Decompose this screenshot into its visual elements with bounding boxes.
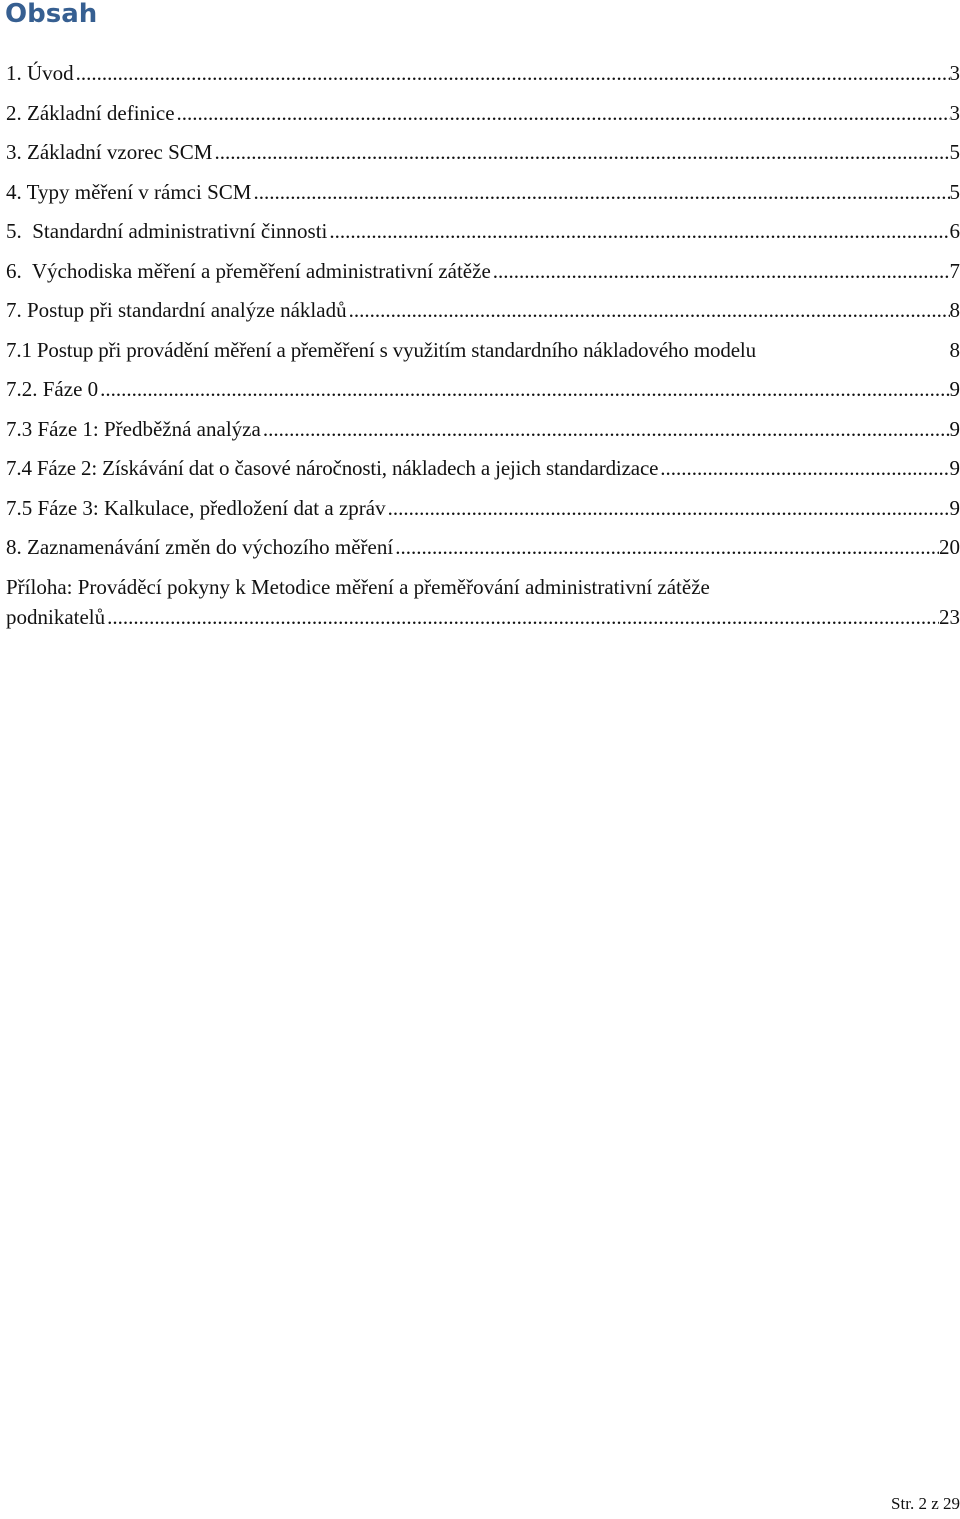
toc-entry-zakladni-vzorec[interactable] [6, 133, 960, 173]
toc-dot-leader [393, 528, 939, 568]
page-number-footer: Str. 2 z 29 [891, 1494, 960, 1513]
toc-entry-page: 3 [949, 61, 960, 85]
toc-entry-page: 23 [939, 604, 960, 629]
toc-dot-leader [251, 173, 949, 213]
toc-entry-label: 7.3 Fáze 1: Předběžná analýza [6, 416, 261, 441]
toc-entry-page: 20 [939, 535, 960, 559]
toc-entry-standardni-cinnosti[interactable] [6, 212, 960, 252]
toc-entry-uvod[interactable] [6, 54, 960, 94]
toc-entry-7-4[interactable] [6, 449, 960, 489]
toc-entry-label: 6. Východiska měření a přeměření administrativní zátěže [6, 258, 491, 283]
toc-entry-page: 6 [949, 219, 960, 243]
toc-entry-label: 7.5 Fáze 3: Kalkulace, předložení dat a zpráv [6, 495, 386, 520]
page-title: Obsah [5, 0, 98, 29]
toc-entry-label-line2: podnikatelů [6, 604, 106, 629]
toc-dot-leader [327, 212, 949, 252]
toc-entry-label: 7.1 Postup při provádění měření a přeměření s využitím standardního nákladového modelu [6, 337, 756, 362]
toc-entry-page: 9 [949, 416, 960, 441]
toc-entry-label: 8. Zaznamenávání změn do výchozího měření [6, 535, 394, 559]
table-of-contents [6, 54, 960, 632]
toc-dot-leader [261, 410, 950, 450]
toc-entry-8[interactable] [6, 528, 960, 568]
toc-dot-leader [175, 94, 950, 134]
toc-dot-leader [212, 133, 949, 173]
toc-entry-page: 8 [949, 298, 960, 322]
toc-entry-page: 9 [949, 456, 960, 480]
toc-entry-page: 9 [949, 377, 960, 401]
toc-entry-label: 7.2. Fáze 0 [6, 377, 99, 401]
toc-entry-label: 5. Standardní administrativní činnosti [6, 219, 328, 243]
toc-entry-page: 7 [949, 258, 960, 283]
toc-entry-label: 3. Základní vzorec SCM [6, 140, 213, 164]
toc-entry-postup[interactable] [6, 291, 960, 331]
toc-entry-7-1[interactable] [6, 331, 960, 371]
toc-entry-line2 [6, 602, 960, 632]
toc-entry-7-5[interactable] [6, 489, 960, 529]
toc-entry-typy-mereni[interactable] [6, 173, 960, 213]
toc-entry-label: 1. Úvod [6, 61, 74, 85]
toc-dot-leader [491, 252, 950, 292]
toc-dot-leader [658, 449, 949, 489]
toc-entry-7-3[interactable] [6, 410, 960, 450]
toc-dot-leader [74, 54, 950, 94]
toc-entry-page: 8 [949, 337, 960, 362]
toc-entry-page: 5 [949, 140, 960, 164]
toc-entry-vychodiska[interactable] [6, 252, 960, 292]
toc-entry-page: 9 [949, 495, 960, 520]
toc-entry-7-2[interactable] [6, 370, 960, 410]
toc-entry-page: 5 [949, 179, 960, 204]
toc-entry-label: 2. Základní definice [6, 100, 175, 125]
toc-entry-priloha[interactable] [6, 572, 960, 632]
toc-dot-leader [105, 602, 939, 632]
toc-dot-leader [347, 291, 950, 331]
toc-dot-leader [386, 489, 950, 529]
toc-entry-label-line1: Příloha: Prováděcí pokyny k Metodice měření a přeměřování administrativní zátěže [6, 574, 710, 599]
toc-entry-label: 7. Postup při standardní analýze nákladů [6, 298, 347, 322]
toc-entry-label: 7.4 Fáze 2: Získávání dat o časové náročnosti, nákladech a jejich standardizace [6, 456, 659, 480]
toc-entry-page: 3 [949, 100, 960, 125]
toc-entry-label: 4. Typy měření v rámci SCM [6, 179, 252, 204]
toc-dot-leader [98, 370, 949, 410]
toc-entry-zakladni-definice[interactable] [6, 94, 960, 134]
